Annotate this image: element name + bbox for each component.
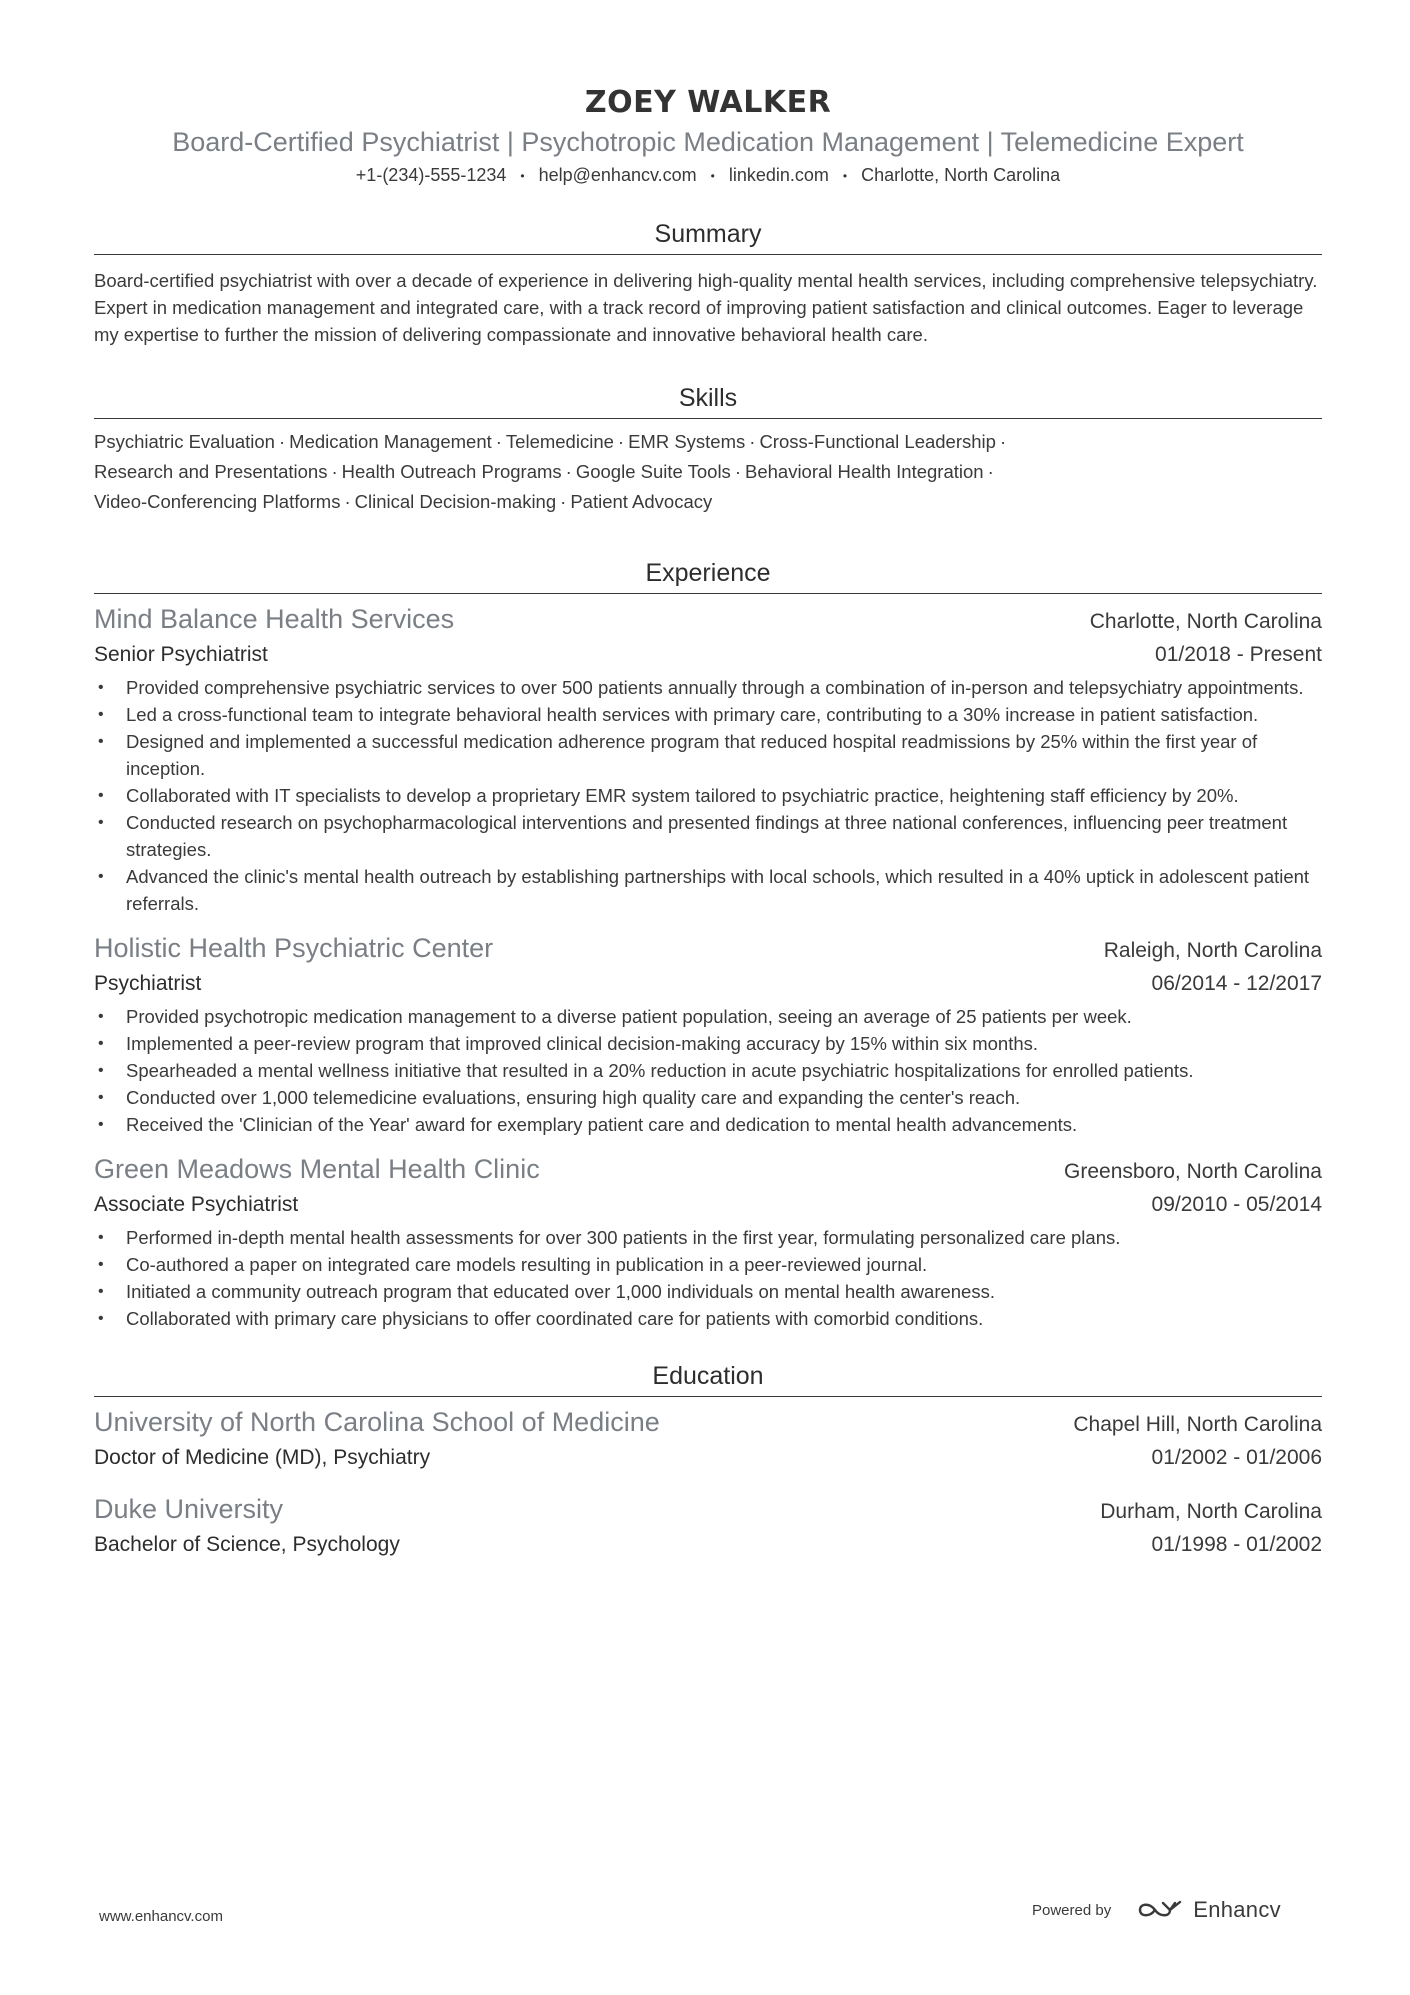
experience-entry — [94, 602, 1322, 917]
school-location: Durham, North Carolina — [1100, 1500, 1322, 1524]
skill-item: Google Suite Tools — [575, 461, 731, 483]
linkedin-link[interactable]: linkedin.com — [728, 165, 829, 185]
education-entry — [94, 1405, 1322, 1474]
skill-separator: · — [344, 491, 351, 513]
education-dates: 01/2002 - 01/2006 — [1151, 1446, 1322, 1470]
phone: +1-(234)-555-1234 — [355, 165, 507, 185]
experience-entry — [94, 1152, 1322, 1332]
skill-item: Telemedicine — [505, 431, 614, 453]
separator-dot: • — [520, 169, 525, 184]
brand-name: Enhancv — [1193, 1897, 1281, 1922]
achievement-item: • Provided comprehensive psychiatric services to over 500 patients annually through a combination of in-person and telepsychiatry appointments. — [94, 674, 1322, 701]
skill-separator: · — [999, 431, 1007, 453]
resume-header — [94, 84, 1322, 188]
skill-separator: · — [278, 431, 286, 453]
job-location: Greensboro, North Carolina — [1064, 1160, 1322, 1184]
skill-separator: · — [560, 491, 567, 513]
job-location: Raleigh, North Carolina — [1103, 939, 1322, 963]
skills-line — [94, 487, 1322, 517]
achievement-item: • Designed and implemented a successful medication adherence program that reduced hospital readmissions by 25% within the first year of inception. — [94, 728, 1322, 782]
section-title: Summary — [94, 218, 1322, 255]
skills-list — [94, 427, 1322, 517]
experience-entry — [94, 931, 1322, 1138]
job-dates: 01/2018 - Present — [1155, 643, 1322, 667]
skill-item: EMR Systems — [628, 431, 746, 453]
skill-separator: · — [565, 461, 572, 483]
job-title: Senior Psychiatrist — [94, 643, 268, 667]
section-title: Skills — [94, 382, 1322, 419]
achievement-item: • Collaborated with primary care physicians to offer coordinated care for patients with comorbid conditions. — [94, 1305, 1322, 1332]
summary-text: Board-certified psychiatrist with over a decade of experience in delivering high-quality mental health services, including comprehensive telepsychiatry. Expert in medication management and integrated care, with a track record of improving patient satisfaction and clinical outcomes. Eager to leverage my expertise to further the mission of delivering compassionate and innovative behavioral health care. — [94, 270, 1318, 346]
school-name: University of North Carolina School of Medicine — [94, 1407, 660, 1438]
skill-item: Patient Advocacy — [570, 491, 713, 513]
skills-line — [94, 427, 1322, 457]
skill-item: Video-Conferencing Platforms — [94, 491, 341, 513]
achievement-item: • Initiated a community outreach program that educated over 1,000 individuals on mental health awareness. — [94, 1278, 1322, 1305]
achievement-item: • Conducted over 1,000 telemedicine evaluations, ensuring high quality care and expanding the center's reach. — [94, 1084, 1322, 1111]
education-entry — [94, 1492, 1322, 1561]
skill-item: Medication Management — [289, 431, 492, 453]
footer-branding — [1032, 1897, 1281, 1923]
skill-separator: · — [987, 461, 994, 483]
company-name: Holistic Health Psychiatric Center — [94, 933, 494, 964]
job-title: Psychiatrist — [94, 972, 202, 996]
contact-line — [94, 163, 1322, 188]
school-location: Chapel Hill, North Carolina — [1073, 1413, 1322, 1437]
resume-page — [94, 84, 1322, 1561]
skill-item: Psychiatric Evaluation — [94, 431, 275, 453]
separator-dot: • — [842, 169, 848, 184]
achievement-list — [94, 1224, 1322, 1332]
skill-separator: · — [331, 461, 338, 483]
skills-line — [94, 457, 1322, 487]
achievement-item: • Advanced the clinic's mental health outreach by establishing partnerships with local schools, which resulted in a 40% uptick in adolescent patient referrals. — [94, 863, 1322, 917]
candidate-headline: Board-Certified Psychiatrist | Psychotropic Medication Management | Telemedicine Expert — [172, 127, 1244, 157]
school-name: Duke University — [94, 1494, 284, 1525]
job-title: Associate Psychiatrist — [94, 1193, 299, 1217]
skill-item: Health Outreach Programs — [341, 461, 562, 483]
company-name: Green Meadows Mental Health Clinic — [94, 1154, 540, 1185]
experience-section — [94, 557, 1322, 1332]
achievement-item: • Provided psychotropic medication management to a diverse patient population, seeing an average of 25 patients per week. — [94, 1003, 1322, 1030]
skill-item: Clinical Decision-making — [354, 491, 557, 513]
location: Charlotte, North Carolina — [861, 165, 1061, 185]
degree: Bachelor of Science, Psychology — [94, 1533, 400, 1557]
job-dates: 09/2010 - 05/2014 — [1151, 1193, 1322, 1217]
skill-item: Behavioral Health Integration — [744, 461, 984, 483]
achievement-item: • Implemented a peer-review program that improved clinical decision-making accuracy by 15% within six months. — [94, 1030, 1322, 1057]
job-dates: 06/2014 - 12/2017 — [1151, 972, 1322, 996]
enhancv-logo-icon — [1137, 1898, 1185, 1922]
education-section — [94, 1360, 1322, 1561]
candidate-name: ZOEY WALKER — [584, 85, 832, 120]
achievement-item: • Conducted research on psychopharmacological interventions and presented findings at three national conferences, influencing peer treatment strategies. — [94, 809, 1322, 863]
achievement-item: • Led a cross-functional team to integrate behavioral health services with primary care, contributing to a 30% increase in patient satisfaction. — [94, 701, 1322, 728]
separator-dot: • — [710, 169, 715, 184]
skill-separator: · — [495, 431, 502, 453]
skill-separator: · — [749, 431, 756, 453]
skill-separator: · — [734, 461, 741, 483]
achievement-item: • Collaborated with IT specialists to develop a proprietary EMR system tailored to psychiatric practice, heightening staff efficiency by 20%. — [94, 782, 1322, 809]
skills-section — [94, 382, 1322, 517]
footer-website[interactable]: www.enhancv.com — [99, 1908, 223, 1925]
education-dates: 01/1998 - 01/2002 — [1151, 1533, 1322, 1557]
summary-section — [94, 218, 1322, 348]
section-title: Experience — [94, 557, 1322, 594]
degree: Doctor of Medicine (MD), Psychiatry — [94, 1446, 431, 1470]
section-title: Education — [94, 1360, 1322, 1397]
skill-item: Cross-Functional Leadership — [759, 431, 996, 453]
job-location: Charlotte, North Carolina — [1089, 610, 1322, 634]
achievement-item: • Performed in-depth mental health assessments for over 300 patients in the first year, formulating personalized care plans. — [94, 1224, 1322, 1251]
enhancv-brand[interactable] — [1137, 1897, 1281, 1923]
skill-item: Research and Presentations — [94, 461, 328, 483]
skill-separator: · — [617, 431, 625, 453]
email[interactable]: help@enhancv.com — [538, 165, 697, 185]
achievement-item: • Co-authored a paper on integrated care models resulting in publication in a peer-reviewed journal. — [94, 1251, 1322, 1278]
achievement-item: • Received the 'Clinician of the Year' award for exemplary patient care and dedication to mental health advancements. — [94, 1111, 1322, 1138]
powered-by-label: Powered by — [1032, 1901, 1112, 1919]
achievement-item: • Spearheaded a mental wellness initiative that resulted in a 20% reduction in acute psychiatric hospitalizations for enrolled patients. — [94, 1057, 1322, 1084]
achievement-list — [94, 674, 1322, 917]
company-name: Mind Balance Health Services — [94, 604, 455, 635]
achievement-list — [94, 1003, 1322, 1138]
